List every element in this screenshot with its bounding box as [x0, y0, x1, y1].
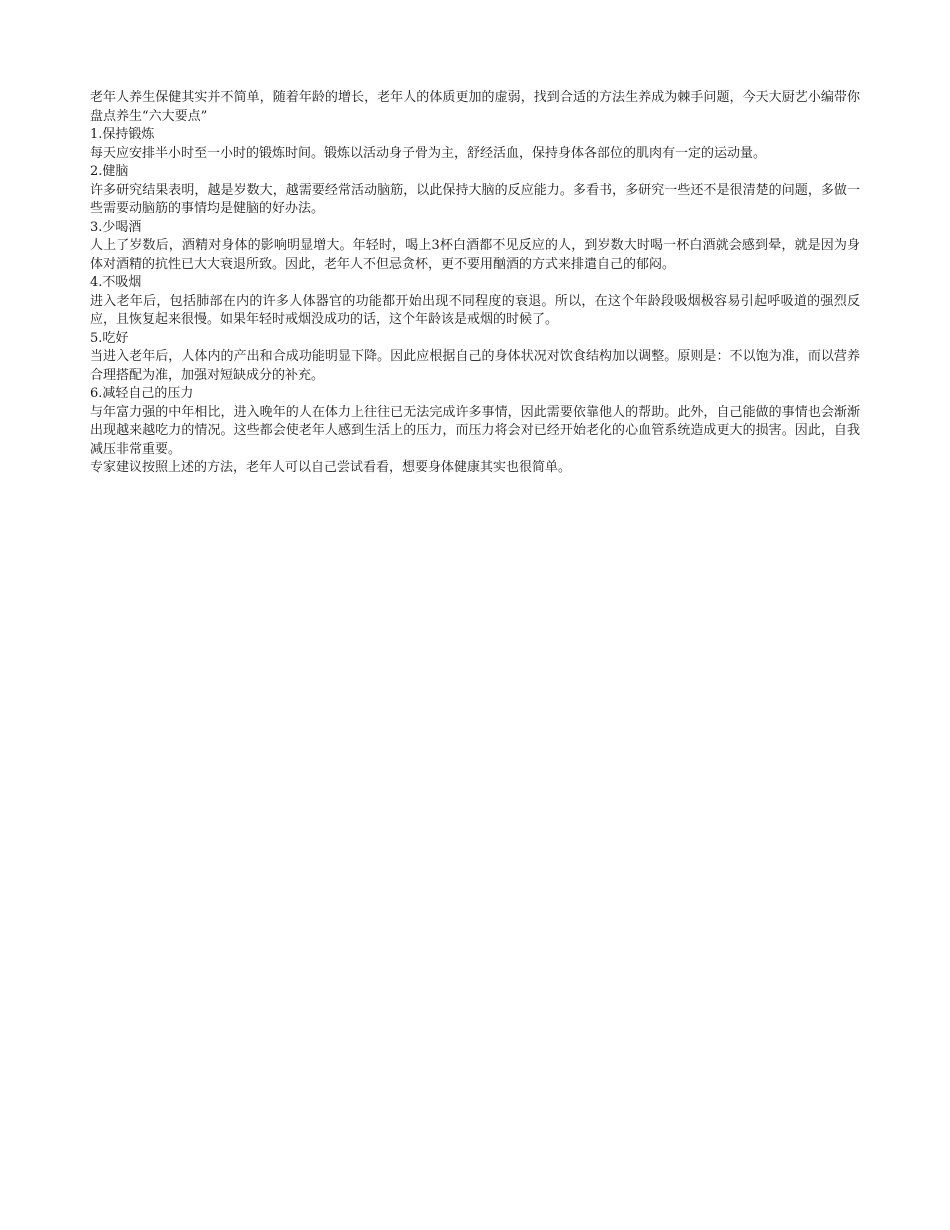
section-body: 当进入老年后，人体内的产出和合成功能明显下降。因此应根据自己的身体状况对饮食结构加以调整。原则是：不以饱为准，而以营养合理搭配为准，加强对短缺成分的补充。	[90, 349, 860, 383]
section-heading: 1.保持锻炼	[90, 127, 155, 142]
section-body: 与年富力强的中年相比，进入晚年的人在体力上往往已无法完成许多事情，因此需要依靠他人的帮助。此外，自己能做的事情也会渐渐出现越来越吃力的情况。这些都会使老年人感到生活上的压力，而压力将会对已经开始老化的心血管系统造成更大的损害。因此，自我减压非常重要。	[90, 404, 860, 457]
section-heading: 5.吃好	[90, 330, 129, 346]
section-4	[90, 274, 860, 330]
section-heading: 3.少喝酒	[90, 219, 142, 235]
section-5	[90, 330, 860, 386]
section-body: 许多研究结果表明，越是岁数大，越需要经常活动脑筋，以此保持大脑的反应能力。多看书，多研究一些还不是很清楚的问题，多做一些需要动脑筋的事情均是健脑的好办法。	[90, 182, 860, 216]
article	[90, 89, 860, 478]
section-heading: 2.健脑	[90, 164, 129, 179]
section-heading: 6.减轻自己的压力	[90, 386, 194, 401]
section-heading: 4.不吸烟	[90, 275, 142, 290]
section-2	[90, 163, 860, 219]
section-body: 人上了岁数后，酒精对身体的影响明显增大。年轻时，喝上3杯白酒都不见反应的人，到岁数大时喝一杯白酒就会感到晕，就是因为身体对酒精的抗性已大大衰退所致。因此，老年人不但忌贪杯，更不要用酗酒的方式来排遣自己的郁闷。	[90, 238, 860, 272]
section-body: 每天应安排半小时至一小时的锻炼时间。锻炼以活动身子骨为主，舒经活血，保持身体各部位的肌肉有一定的运动量。	[90, 145, 767, 161]
intro-paragraph: 老年人养生保健其实并不简单，随着年龄的增长，老年人的体质更加的虚弱，找到合适的方法生养成为棘手问题，今天大厨艺小编带你盘点养生“六大要点”	[90, 90, 860, 124]
section-body: 进入老年后，包括肺部在内的许多人体器官的功能都开始出现不同程度的衰退。所以，在这个年龄段吸烟极容易引起呼吸道的强烈反应，且恢复起来很慢。如果年轻时戒烟没成功的话，这个年龄该是戒烟的时候了。	[90, 293, 860, 327]
section-3	[90, 219, 860, 275]
conclusion-paragraph: 专家建议按照上述的方法，老年人可以自己尝试看看，想要身体健康其实也很简单。	[90, 460, 572, 475]
section-1	[90, 126, 860, 163]
section-6	[90, 385, 860, 459]
